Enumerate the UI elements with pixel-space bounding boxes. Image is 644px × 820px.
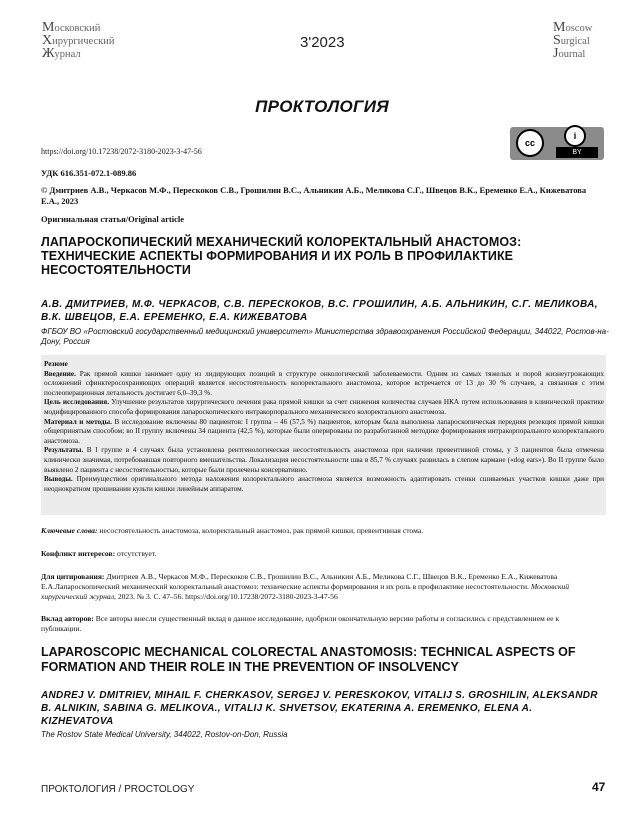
contribution-label: Вклад авторов: bbox=[41, 614, 94, 623]
udk-code: УДК 616.351-072.1-089.86 bbox=[41, 168, 137, 178]
section-title: ПРОКТОЛОГИЯ bbox=[255, 97, 389, 116]
keywords-text: несостоятельность анастомоза, колоректальный анастомоз, рак прямой кишки, превентивная стома. bbox=[97, 526, 424, 535]
article-type: Оригинальная статья/Original article bbox=[41, 214, 185, 224]
results-text: В I группе в 4 случаях была установлена рентгенологическая несостоятельность анастомоза при наличии превентивной стомы, у 3 пациентов была отмечена клинически значимая, потребовавшая повторного вмешательства. Локализация несостоятельности шва в 85,7 % случаях развилась в слепом кармане («dog ears»). Во II группе было выявлено 2 пациента с несостоятельностью, которые были пролечены консервативно. bbox=[44, 446, 604, 474]
logo-letter: J bbox=[553, 46, 559, 61]
conflict-label: Конфликт интересов: bbox=[41, 549, 116, 558]
keywords-label: Ключевые слова: bbox=[41, 526, 98, 535]
methods-text: В исследование включены 80 пациентов: I группа – 46 (57,5 %) пациентов, которым была выполнена лапароскопическая передняя резекция прямой кишки общепринятым способом; во II группу включены 34 пациента (42,5 %), которые были оперированы по разработанной методике формирования интракорпорального колоректального анастомоза. bbox=[44, 417, 604, 445]
logo-letter: S bbox=[553, 33, 561, 48]
page-number: 47 bbox=[592, 780, 606, 794]
conflict-text: отсутствует. bbox=[115, 549, 157, 558]
contribution-text: Все авторы внесли существенный вклад в данное исследование, одобрили окончательную версию работы и согласились с представлением ее к публикации. bbox=[41, 614, 560, 633]
results-label: Результаты. bbox=[44, 446, 84, 455]
conflict-of-interest bbox=[41, 549, 601, 558]
citation-tail: , 2023. № 3. С. 47–56. https://doi.org/10.17238/2072-3180-2023-3-47-56 bbox=[114, 592, 338, 601]
logo-text: urgical bbox=[560, 36, 590, 47]
abstract-heading: Резюме bbox=[44, 360, 68, 368]
conclusions-text: Преимуществом оригинального метода наложения колоректального анастомоза является возможность адаптировать стенки сшиваемых участков кишки даже при неоднократном прошивании культи кишки линейным аппаратом. bbox=[44, 475, 604, 493]
affiliation-en: The Rostov State Medical University, 344022, Rostov-on-Don, Russia bbox=[41, 730, 288, 739]
logo-letter: М bbox=[42, 20, 55, 35]
logo-text: oscow bbox=[565, 23, 593, 34]
keywords bbox=[41, 526, 601, 535]
citation-text: Дмитриев А.В., Черкасов М.Ф., Перескоков С.В., Грошилин В.С., Альникин А.Б., Меликова С.Г., Швецов В.К., Еременко Е.А., Кижеватова Е.А.Лапароскопический механический колоректальный анастомоз: технические аспекты формирования и их роль в профилактике несостоятельности. bbox=[41, 572, 558, 591]
doi-link[interactable]: https://doi.org/10.17238/2072-3180-2023-3-47-56 bbox=[41, 147, 202, 156]
citation-label: Для цитирования: bbox=[41, 572, 105, 581]
citation bbox=[41, 572, 601, 602]
abstract bbox=[44, 360, 604, 494]
conclusions-label: Выводы. bbox=[44, 475, 73, 484]
affiliation-ru: ФГБОУ ВО «Ростовский государственный медицинский университет» Министерства здравоохранения Российской Федерации, 344022, Ростов-на-Дону, Россия bbox=[41, 327, 609, 346]
intro-label: Введение. bbox=[44, 369, 76, 378]
aim-text: Улучшение результатов хирургического лечения рака прямой кишки за счет снижения количества случаев НКА путем использования в клинической практике модифицированного способа формирования лапароскопического интракорпорального механического колоректального анастомоза. bbox=[44, 398, 604, 416]
logo-text: ournal bbox=[558, 49, 586, 60]
by-label: BY bbox=[556, 147, 598, 158]
journal-logo-en bbox=[553, 22, 592, 61]
author-contribution bbox=[41, 614, 601, 634]
logo-text: урнал bbox=[54, 49, 81, 60]
article-title-en: LAPAROSCOPIC MECHANICAL COLORECTAL ANASTOMOSIS: TECHNICAL ASPECTS OF FORMATION AND THEIR ROLE IN THE PREVENTION OF INSOLVENCY bbox=[41, 645, 576, 674]
logo-letter: Х bbox=[42, 33, 53, 48]
methods-label: Материал и методы. bbox=[44, 417, 112, 426]
journal-logo-ru bbox=[42, 22, 114, 61]
cc-icon: cc bbox=[516, 129, 544, 157]
logo-letter: M bbox=[553, 20, 566, 35]
issue-number: 3'2023 bbox=[300, 34, 345, 51]
cc-by-license-badge[interactable] bbox=[510, 127, 604, 160]
person-icon: i bbox=[564, 125, 586, 147]
footer-section: ПРОКТОЛОГИЯ / PROCTOLOGY bbox=[41, 784, 195, 795]
logo-letter: Ж bbox=[42, 46, 55, 61]
article-title-ru: ЛАПАРОСКОПИЧЕСКИЙ МЕХАНИЧЕСКИЙ КОЛОРЕКТАЛЬНЫЙ АНАСТОМОЗ: ТЕХНИЧЕСКИЕ АСПЕКТЫ ФОРМИРОВАНИЯ И ИХ РОЛЬ В ПРОФИЛАКТИКЕ НЕСОСТОЯТЕЛЬНОСТИ bbox=[41, 235, 522, 277]
intro-text: Рак прямой кишки занимает одну из лидирующих позиций в структуре онкологической заболеваемости. Одним из самых тяжелых и порой жизнеугрожающих осложнений сфинктеросохраняющих операций является несостоятельность колоректального анастомоза, которое встречается от 13 до 30 % случаев, а связанная с этим послеоперационная летальность достигает 6,0–39,3 %. bbox=[44, 369, 604, 397]
authors-ru: А.В. ДМИТРИЕВ, М.Ф. ЧЕРКАСОВ, С.В. ПЕРЕСКОКОВ, В.С. ГРОШИЛИН, А.Б. АЛЬНИКИН, С.Г. МЕЛИКОВА, В.К. ШВЕЦОВ, Е.А. ЕРЕМЕНКО, Е.А. КИЖЕВАТОВА bbox=[41, 299, 598, 323]
copyright: © Дмитриев А.В., Черкасов М.Ф., Перескоков С.В., Грошилин В.С., Альникин А.Б., Меликова С.Г., Швецов В.К., Еременко Е.А., Кижеватова Е.А., 2023 bbox=[41, 185, 587, 206]
citation-journal: Московский хирургический журнал bbox=[41, 582, 570, 601]
logo-text: осковский bbox=[54, 23, 101, 34]
aim-label: Цель исследования. bbox=[44, 398, 109, 407]
logo-text: ирургический bbox=[52, 36, 115, 47]
authors-en: ANDREJ V. DMITRIEV, MIHAIL F. CHERKASOV, SERGEJ V. PERESKOKOV, VITALIJ S. GROSHILIN, ALEKSANDR B. ALNIKIN, SABINA G. MELIKOVA., VITALIJ K. SHVETSOV, EKATERINA A. EREMENKO, ELENA A. KIZHEVATOVA bbox=[41, 690, 598, 727]
